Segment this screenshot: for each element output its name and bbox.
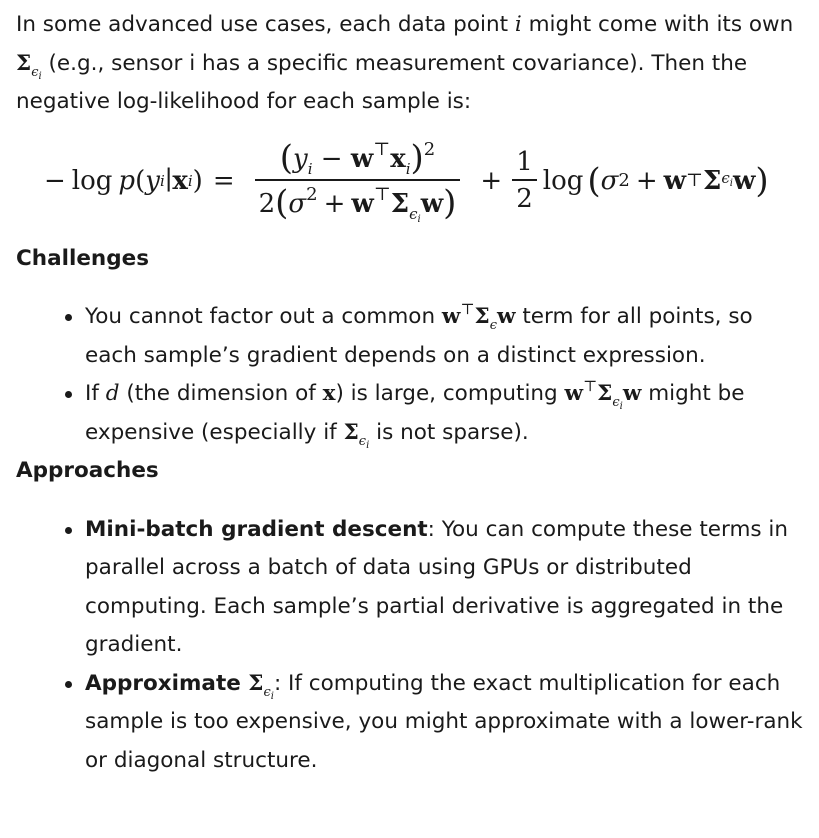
eq-half-fraction: $\frac{1}{2}$ <box>512 149 537 212</box>
approaches-list <box>16 511 811 781</box>
document-body <box>16 6 811 780</box>
list-item: If d (the dimension of x) is large, computing $w^⊤\Sigma_{\epsilon_i}w$ might be expensive (especially if $\Sigma_{\epsilon_i}$ is not sparse). <box>85 375 811 452</box>
challenges-heading: Challenges <box>16 245 149 271</box>
list-item: You cannot factor out a common $w^⊤\Sigma_\epsilon w$ term for all points, so each sample’s gradient depends on a distinct expression. <box>85 298 811 375</box>
intro-text-1: In some advanced use cases, each data point <box>16 12 515 37</box>
eq-main-fraction <box>255 138 461 225</box>
eq-paren: ( <box>135 165 146 196</box>
approaches-heading: Approaches <box>16 458 159 483</box>
eq-numerator: $(y_i - w^⊤x_i)^2$ <box>279 138 436 179</box>
eq-denominator: $2(\sigma^2 + w^⊤\Sigma_{\epsilon_i}w)$ <box>258 182 457 225</box>
eq-given: ∣ <box>164 165 173 196</box>
eq-log: log <box>71 165 113 196</box>
list-item: Approximate $\Sigma_{\epsilon_i}$: If computing the exact multiplication for each sample is too expensive, you might approximate with a lower-rank or diagonal structure. <box>85 665 811 781</box>
intro-text-3: (e.g., sensor i has a specific measurement covariance). Then the negative log-likelihood for each sample is: <box>16 50 748 114</box>
math-sigma: Σ <box>16 50 32 76</box>
intro-text-2: might come with its own <box>521 12 794 37</box>
eq-plus: + <box>480 165 503 196</box>
eq-log2: log <box>542 165 584 196</box>
intro-paragraph <box>16 6 811 122</box>
list-item: Mini-batch gradient descent: You can compute these terms in parallel across a batch of data using GPUs or distributed computing. Each sample’s partial derivative is aggregated in the gradient. <box>85 511 811 665</box>
eq-minus: − <box>44 165 66 196</box>
eq-p: p <box>118 165 136 196</box>
challenges-list <box>16 298 811 452</box>
eq-equals: = <box>212 165 235 196</box>
eq-x: x <box>172 165 188 196</box>
math-sub-eps-i: ϵi <box>31 64 42 82</box>
eq-y: y <box>145 165 160 196</box>
nll-equation: − log p ( y i ∣ x i ) = $\frac{(y_i - w^⊤x_i)^2}{2(\sigma^2 + w^⊤\Sigma_{\epsilon_i}w)}$ + $\frac{1}{2}$ log ( σ 2 + w ⊤ Σ $\epsilon_i$ w ) <box>44 138 769 225</box>
eq-paren: ) <box>192 165 203 196</box>
math-i: i <box>514 12 522 37</box>
